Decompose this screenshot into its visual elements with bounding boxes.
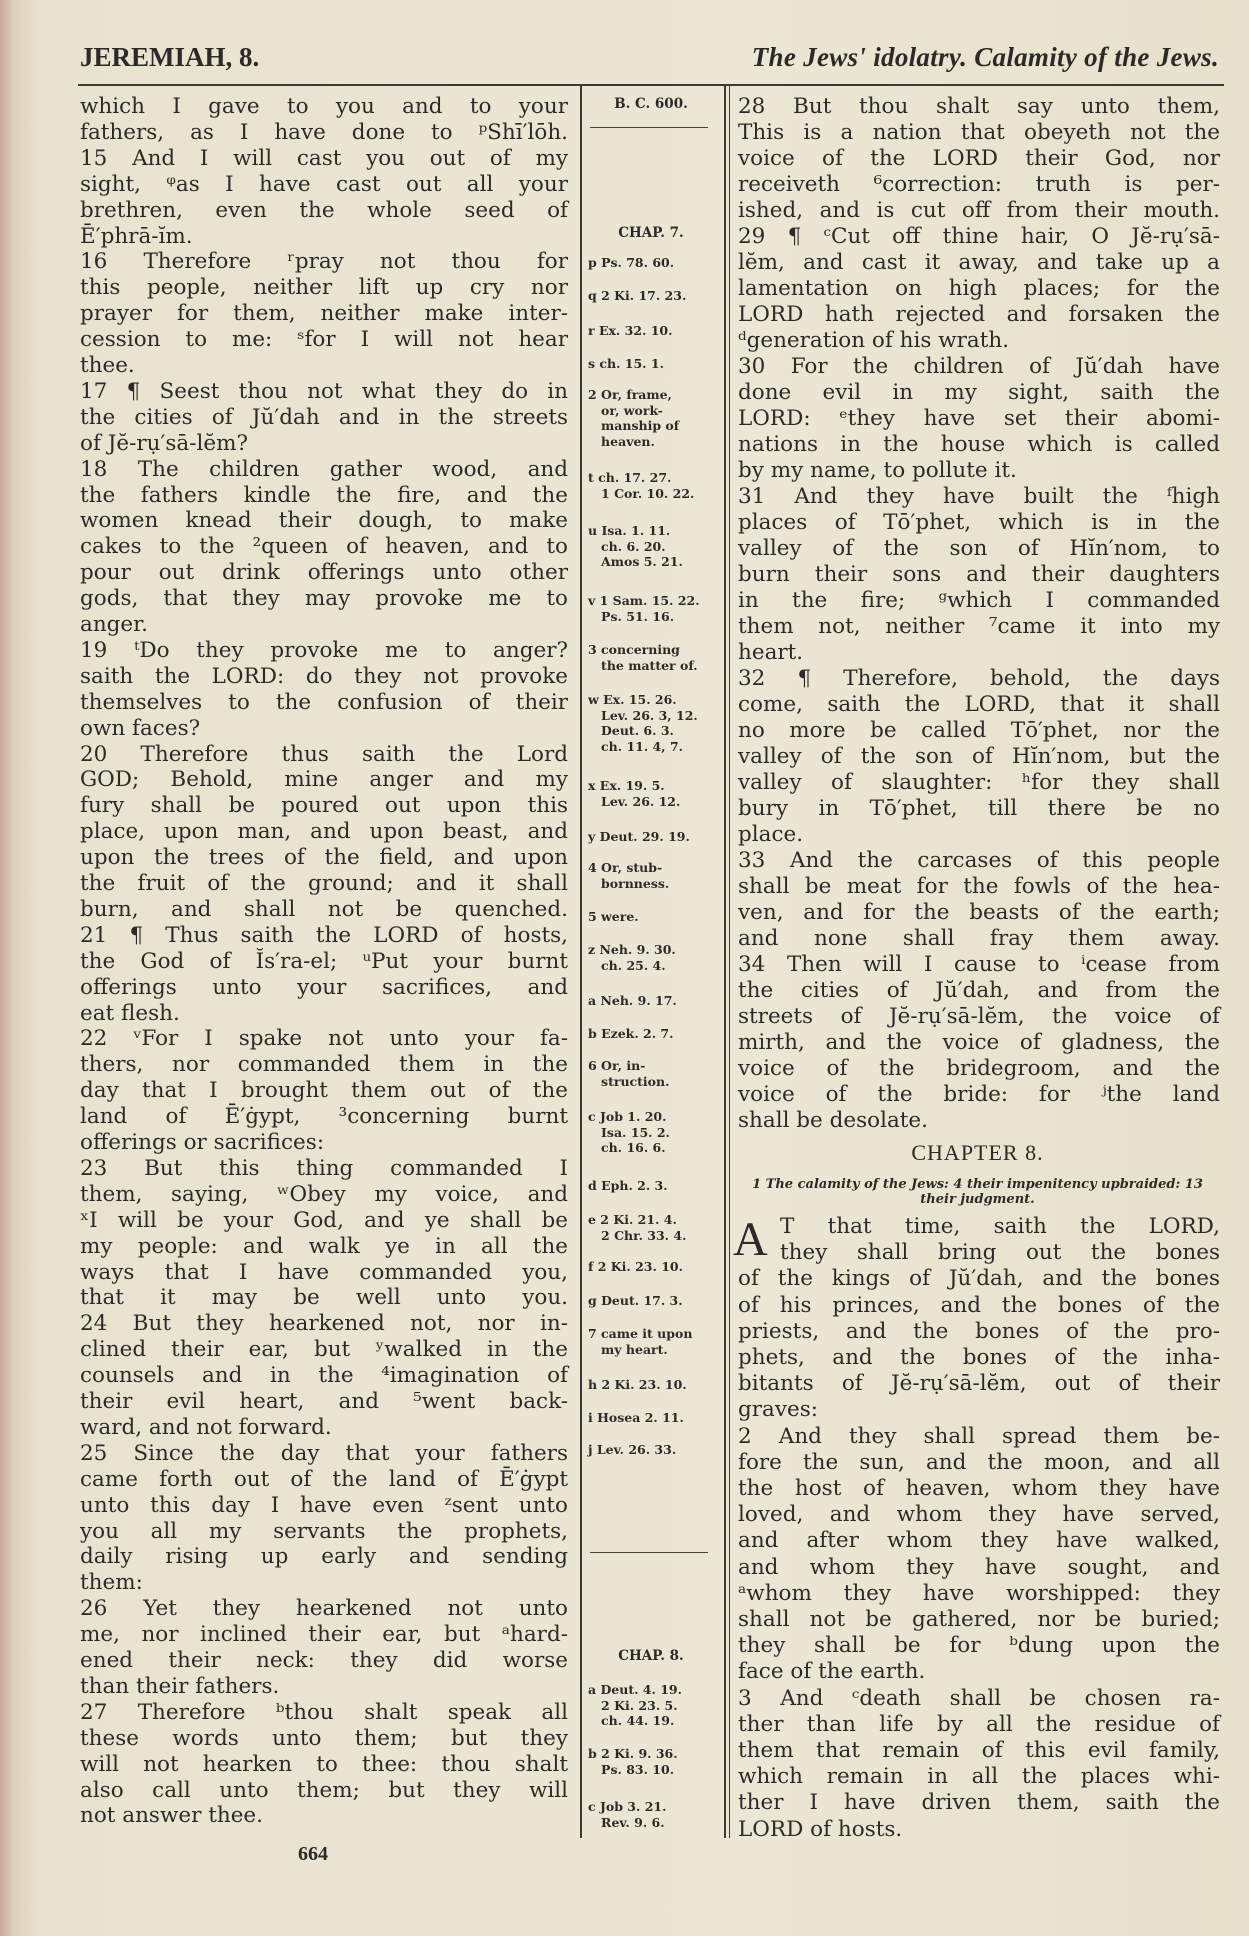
margin-reference: u Isa. 1. 11. ch. 6. 20. Amos 5. 21.	[588, 523, 683, 569]
text-line: 3 And ᶜdeath shall be chosen ra-	[738, 1685, 1220, 1711]
text-line: ᵃwhom they have worshipped: they	[738, 1580, 1220, 1606]
text-line: ven, and for the beasts of the earth;	[738, 900, 1220, 925]
text-line: the cities of Jŭ′dah and in the streets	[80, 404, 568, 430]
text-line: 22 ᵛFor I spake not unto your fa-	[80, 1026, 568, 1052]
margin-rule	[590, 1552, 708, 1553]
text-line: ther than life by all the residue of	[738, 1711, 1220, 1737]
text-line: them not, neither ⁷came it into my	[738, 614, 1220, 639]
text-line: fury shall be poured out upon this	[80, 793, 568, 819]
margin-reference: t ch. 17. 27. 1 Cor. 10. 22.	[588, 470, 695, 501]
text-line: will not hearken to thee: thou shalt	[80, 1751, 568, 1777]
text-line: 2 And they shall spread them be-	[738, 1423, 1220, 1449]
text-line: face of the earth.	[738, 1659, 926, 1685]
text-line: women knead their dough, to make	[80, 508, 568, 534]
text-line: LORD hath rejected and forsaken the	[738, 302, 1220, 327]
text-line: valley of the son of Hĭn′nom, but the	[738, 744, 1220, 769]
text-line: that it may be well unto you.	[80, 1285, 568, 1311]
text-line: 30 For the children of Jŭ′dah have	[738, 354, 1220, 379]
text-line: shall be meat for the fowls of the hea-	[738, 874, 1220, 899]
running-header-title: The Jews' idolatry. Calamity of the Jews.	[751, 42, 1219, 72]
text-line: valley of slaughter: ʰfor they shall	[738, 770, 1220, 795]
text-line: cakes to the ²queen of heaven, and to	[80, 534, 568, 560]
text-line: land of Ē′ġypt, ³concerning burnt	[80, 1104, 568, 1130]
text-line: burn, and shall not be quenched.	[80, 896, 568, 922]
header-rule	[78, 84, 1224, 86]
text-line: of his princes, and the bones of the	[738, 1292, 1220, 1318]
margin-reference: f 2 Ki. 23. 10.	[588, 1259, 683, 1274]
margin-reference: r Ex. 32. 10.	[588, 323, 673, 338]
text-line: voice of the bridegroom, and the	[738, 1056, 1220, 1081]
text-line: the cities of Jŭ′dah, and from the	[738, 978, 1220, 1003]
text-line: 21 ¶ Thus saith the LORD of hosts,	[80, 922, 568, 948]
text-line: loved, and whom they have served,	[738, 1502, 1220, 1528]
text-line: done evil in my sight, saith the	[738, 380, 1220, 405]
text-line: sight, ᵠas I have cast out all your	[80, 171, 568, 197]
text-line: the host of heaven, whom they have	[738, 1476, 1220, 1501]
text-line: by my name, to pollute it.	[738, 458, 1017, 483]
margin-reference: d Eph. 2. 3.	[588, 1178, 668, 1193]
text-line: and none shall fray them away.	[738, 926, 1220, 951]
text-line: not answer thee.	[80, 1803, 263, 1829]
text-line: 16 Therefore ʳpray not thou for	[80, 249, 568, 275]
text-line: streets of Jĕ-rụ′sā-lĕm, the voice of	[738, 1004, 1220, 1029]
text-line: burn their sons and their daughters	[738, 562, 1220, 587]
text-line: phets, and the bones of the inha-	[738, 1345, 1220, 1370]
text-line: fathers, as I have done to ᵖShī′lōh.	[80, 119, 568, 145]
text-line: 24 But they hearkened not, nor in-	[80, 1311, 568, 1337]
margin-reference: 3 concerning the matter of.	[588, 642, 698, 673]
text-line: 19 ᵗDo they provoke me to anger?	[80, 637, 568, 663]
text-line: which remain in all the places whi-	[738, 1764, 1220, 1790]
text-line: graves:	[738, 1397, 819, 1423]
text-line: 32 ¶ Therefore, behold, the days	[738, 666, 1220, 691]
text-line: they shall be for ᵇdung upon the	[738, 1633, 1220, 1659]
margin-reference: e 2 Ki. 21. 4. 2 Chr. 33. 4.	[588, 1212, 687, 1243]
text-line: LORD: ᵉthey have set their abomi-	[738, 406, 1220, 431]
text-line: 33 And the carcases of this people	[738, 848, 1220, 873]
margin-reference: b Ezek. 2. 7.	[588, 1026, 674, 1041]
text-line: 25 Since the day that your fathers	[80, 1440, 568, 1466]
text-line: voice of the LORD their God, nor	[738, 146, 1220, 171]
margin-reference: b 2 Ki. 9. 36. Ps. 83. 10.	[588, 1746, 678, 1777]
text-line: 23 But this thing commanded I	[80, 1155, 568, 1181]
text-line: mirth, and the voice of gladness, the	[738, 1030, 1220, 1055]
text-line: than their fathers.	[80, 1673, 280, 1699]
text-line: T that time, saith the LORD,	[780, 1214, 1220, 1239]
column-rule-right	[724, 86, 726, 1838]
margin-reference: CHAP. 7.	[618, 225, 684, 241]
text-line: pour out drink offerings unto other	[80, 560, 568, 586]
text-line: offerings or sacrifices:	[80, 1130, 325, 1155]
text-line: bury in Tō′phet, till there be no	[738, 796, 1220, 821]
margin-reference: z Neh. 9. 30. ch. 25. 4.	[588, 942, 676, 973]
margin-reference: 4 Or, stub- bornness.	[588, 860, 670, 891]
text-line: 17 ¶ Seest thou not what they do in	[80, 378, 568, 404]
text-line: 31 And they have built the ᶠhigh	[738, 484, 1220, 509]
text-line: offerings unto your sacrifices, and	[80, 974, 568, 1000]
text-line: upon the trees of the field, and upon	[80, 845, 568, 871]
text-line: shall be desolate.	[738, 1108, 928, 1133]
margin-reference: 5 were.	[588, 909, 639, 924]
text-line: unto this day I have even ᶻsent unto	[80, 1492, 568, 1518]
text-line: prayer for them, neither make inter-	[80, 301, 568, 327]
margin-reference: y Deut. 29. 19.	[588, 829, 690, 844]
text-line: of the kings of Jŭ′dah, and the bones	[738, 1266, 1220, 1292]
margin-reference: w Ex. 15. 26. Lev. 26. 3, 12. Deut. 6. 3. ch. 11. 4, 7.	[588, 692, 698, 754]
text-line: the God of Ĭs′ra-el; ᵘPut your burnt	[80, 948, 568, 974]
margin-reference: CHAP. 8.	[618, 1648, 684, 1664]
column-rule-right-inner	[729, 86, 730, 1838]
text-line: 26 Yet they hearkened not unto	[80, 1596, 568, 1622]
text-line: places of Tō′phet, which is in the	[738, 510, 1220, 535]
chapter-heading: CHAPTER 8.	[911, 1140, 1044, 1165]
margin-reference: s ch. 15. 1.	[588, 356, 664, 371]
text-line: gods, that they may provoke me to	[80, 586, 568, 612]
margin-reference: x Ex. 19. 5. Lev. 26. 12.	[588, 778, 681, 809]
text-line: 34 Then will I cause to ⁱcease from	[738, 952, 1220, 977]
text-line: and whom they have sought, and	[738, 1554, 1220, 1580]
margin-reference: 7 came it upon my heart.	[588, 1326, 693, 1357]
margin-reference: c Job 1. 20. Isa. 15. 2. ch. 16. 6.	[588, 1109, 670, 1155]
text-line: these words unto them; but they	[80, 1725, 568, 1751]
margin-reference: j Lev. 26. 33.	[588, 1442, 677, 1457]
text-line: ther I have driven them, saith the	[738, 1790, 1220, 1816]
page-number: 664	[298, 1843, 328, 1865]
text-line: no more be called Tō′phet, nor the	[738, 718, 1220, 743]
text-line: eat flesh.	[80, 1000, 180, 1026]
text-line: of Jĕ-rụ′sā-lĕm?	[80, 430, 248, 456]
text-line: cession to me: ˢfor I will not hear	[80, 327, 568, 353]
text-line: me, nor inclined their ear, but ᵃhard-	[80, 1622, 568, 1648]
text-line: day that I brought them out of the	[80, 1078, 568, 1104]
margin-reference: p Ps. 78. 60.	[588, 255, 675, 270]
column-rule-left	[580, 86, 582, 1838]
text-line: them that remain of this evil family,	[738, 1738, 1220, 1763]
text-line: them, saying, ʷObey my voice, and	[80, 1181, 568, 1207]
text-line: 28 But thou shalt say unto them,	[738, 94, 1220, 119]
margin-reference: c Job 3. 21. Rev. 9. 6.	[588, 1799, 667, 1830]
chapter-summary: 1 The calamity of the Jews: 4 their impenitency upbraided: 13 their judgment.	[752, 1177, 1203, 1207]
text-line: counsels and in the ⁴imagination of	[80, 1363, 568, 1389]
text-line: priests, and the bones of the pro-	[738, 1318, 1220, 1344]
text-line: bitants of Jĕ-rụ′sā-lĕm, out of their	[738, 1371, 1220, 1397]
text-line: nations in the house which is called	[738, 432, 1220, 457]
drop-cap: A	[733, 1213, 768, 1266]
text-line: they shall bring out the bones	[780, 1240, 1220, 1266]
text-line: heart.	[738, 640, 804, 665]
text-line: my people: and walk ye in all the	[80, 1233, 568, 1259]
text-line: the fruit of the ground; and it shall	[80, 871, 568, 896]
margin-reference: 2 Or, frame, or, work- manship of heaven.	[588, 387, 680, 449]
margin-reference: 6 Or, in- struction.	[588, 1058, 670, 1089]
text-line: the fathers kindle the fire, and the	[80, 482, 568, 508]
text-line: LORD of hosts.	[738, 1816, 903, 1842]
text-line: place, upon man, and upon beast, and	[80, 819, 568, 845]
text-line: 15 And I will cast you out of my	[80, 145, 568, 171]
margin-rule	[590, 127, 708, 128]
text-line: in the fire; ᵍwhich I commanded	[738, 588, 1220, 613]
text-line: place.	[738, 822, 804, 847]
text-line: anger.	[80, 612, 148, 637]
text-line: their evil heart, and ⁵went back-	[80, 1389, 568, 1414]
text-line: 27 Therefore ᵇthou shalt speak all	[80, 1699, 568, 1725]
text-line: 20 Therefore thus saith the Lord	[80, 741, 568, 767]
margin-reference: a Deut. 4. 19. 2 Ki. 23. 5. ch. 44. 19.	[588, 1682, 682, 1728]
text-line: thers, nor commanded them in the	[80, 1052, 568, 1078]
text-line: clined their ear, but ʸwalked in the	[80, 1337, 568, 1363]
text-line: ished, and is cut off from their mouth.	[738, 198, 1220, 223]
text-line: ᵈgeneration of his wrath.	[738, 328, 1010, 353]
text-line: own faces?	[80, 715, 201, 741]
text-line: themselves to the confusion of their	[80, 689, 568, 715]
text-line: them:	[80, 1570, 143, 1596]
text-line: ened their neck: they did worse	[80, 1648, 568, 1673]
text-line: voice of the bride: for ʲthe land	[738, 1082, 1220, 1107]
text-line: GOD; Behold, mine anger and my	[80, 767, 568, 793]
text-line: fore the sun, and the moon, and all	[738, 1449, 1220, 1475]
text-line: saith the LORD: do they not provoke	[80, 663, 568, 689]
text-line: this people, neither lift up cry nor	[80, 275, 568, 301]
text-line: ˣI will be your God, and ye shall be	[80, 1207, 568, 1233]
text-line: lamentation on high places; for the	[738, 276, 1220, 301]
text-line: you all my servants the prophets,	[80, 1518, 568, 1544]
text-line: daily rising up early and sending	[80, 1544, 568, 1570]
text-line: valley of the son of Hĭn′nom, to	[738, 536, 1220, 561]
text-line: came forth out of the land of Ē′ġypt	[80, 1466, 568, 1492]
text-line: thee.	[80, 353, 135, 378]
text-line: ward, and not forward.	[80, 1414, 332, 1440]
text-line: also call unto them; but they will	[80, 1777, 568, 1803]
margin-reference: q 2 Ki. 17. 23.	[588, 288, 687, 303]
text-line: brethren, even the whole seed of	[80, 197, 568, 223]
text-line: 18 The children gather wood, and	[80, 456, 568, 482]
margin-reference: a Neh. 9. 17.	[588, 993, 677, 1008]
text-line: and after whom they have walked,	[738, 1528, 1220, 1554]
text-line: This is a nation that obeyeth not the	[738, 120, 1220, 145]
text-line: which I gave to you and to your	[80, 94, 568, 119]
text-line: Ē′phrā-ĭm.	[80, 223, 193, 249]
text-line: shall not be gathered, nor be buried;	[738, 1607, 1220, 1632]
margin-reference: B. C. 600.	[614, 96, 688, 112]
text-line: receiveth ⁶correction: truth is per-	[738, 172, 1220, 197]
margin-reference: h 2 Ki. 23. 10.	[588, 1377, 687, 1392]
margin-reference: i Hosea 2. 11.	[588, 1410, 684, 1425]
text-line: lĕm, and cast it away, and take up a	[738, 250, 1220, 275]
text-line: ways that I have commanded you,	[80, 1259, 568, 1285]
running-header-book: JEREMIAH, 8.	[80, 42, 260, 72]
text-line: 29 ¶ ᶜCut off thine hair, O Jĕ-rụ′sā-	[738, 224, 1220, 249]
margin-reference: v 1 Sam. 15. 22. Ps. 51. 16.	[588, 593, 700, 624]
text-line: come, saith the LORD, that it shall	[738, 692, 1220, 717]
margin-reference: g Deut. 17. 3.	[588, 1293, 683, 1308]
